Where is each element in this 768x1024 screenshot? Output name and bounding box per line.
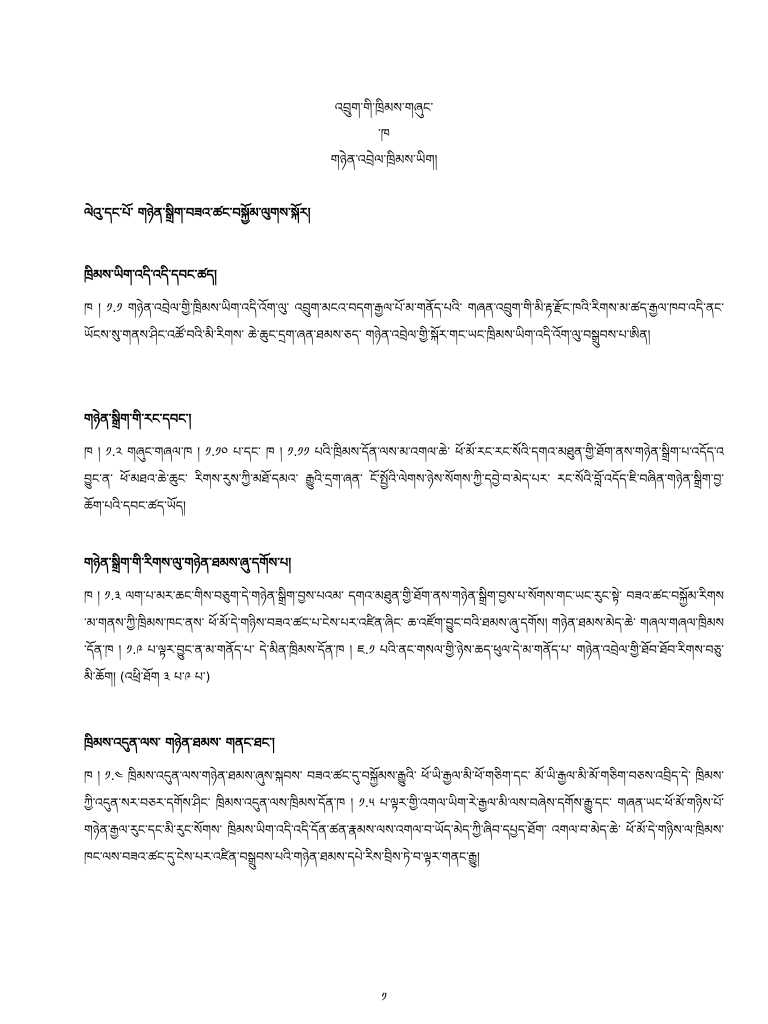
section-heading: གཉེན་སྒྲིག་གི་རང་དབང་། [84, 412, 192, 427]
chapter-heading-block [84, 202, 724, 232]
law-title: འབྲུག་གི་ཁྲིམས་གཞུང་ [334, 101, 434, 116]
section-2 [84, 408, 724, 519]
section-paragraph: ཁ ། ༡.༤ ཁྲིམས་འདུན་ལས་གཉེན་ཐམས་ཞུས་སྐབས་ བཟའ་ཚང་དུ་བསྐྱོམས་རྒྱུའི་ ཕོ་ཡི་རྒྱལ་མི་ཕོ་གཅིག་དང་ མོ་ཡི་རྒྱལ་མི་མོ་གཅིག་བཅས་འབྲིད་དེ་ ཁྲིམས་ཀྱི་འདུན་སར་བཅར་དགོས་ཤིང་ ཁྲིམས་འདུན་ལས་ཁྲིམས་དོན་ཁ ། ༡.༥ པ་ལྟར་གྱི་འགལ་ཡིག་རེ་རྒྱལ་མི་ལས་བཞེས་དགོས་རྒྱུ་དང་ གཞན་ཡང་ཕོ་མོ་གཉིས་པོ་གཉེན་རྒྱལ་རུང་དང་མི་རུང་སོགས་ ཁྲིམས་ཡིག་འདི་འདི་དོན་ཚན་རྣམས་ལས་འགལ་བ་ཡོད་མེད་ཀྱི་ཞིབ་དཔྱད་ཐོག་ འགལ་བ་མེད་ཆེ་ ཕོ་མོ་དེ་གཉིས་ལ་ཁྲིམས་ཁང་ལས་བཟའ་ཚང་དུ་ངེས་པར་འཛིན་བསྒྲུབས་པའི་གཉེན་ཐམས་དཔེ་རིས་བྲིས་ཏེ་བ་ལྟར་གནང་རྒྱུ། [84, 768, 724, 864]
section-paragraph: ཁ ། ༡.༡ གཉེན་འབྲེལ་གྱི་ཁྲིམས་ཡིག་འདི་འོག་ལུ་ འབྲུག་མངའ་བདག་རྒྱལ་པོ་མ་གནོད་པའི་ གཞན་འབྲུག་གི་མི་རྟ་རྫོང་ཁའི་རིགས་མ་ཚད་རྒྱལ་ཁབ་འདི་ནང་ཡོངས་སུ་གནས་ཤིང་འཚོ་བའི་མི་རིགས་ ཆེ་ཆུང་དྲག་ཞན་ཐམས་ཅད་ གཉེན་འབྲེལ་གྱི་སྐོར་གང་ཡང་ཁྲིམས་ཡིག་འདི་འོག་ལུ་བསྒྲུབས་པ་ཨིན། [84, 300, 724, 342]
section-1 [84, 264, 724, 348]
section-heading: གཉེན་སྒྲིག་གི་རིགས་ལུ་གཉེན་ཐམས་ཞུ་དགོས་པ། [84, 556, 292, 571]
title-block [0, 96, 768, 174]
chapter-heading: ལེའུ་དང་པོ་ གཉེན་སྒྲིག་བཟའ་ཚང་བསྐྱོམ་ལུགས་སྐོར། [84, 206, 311, 221]
section-3 [84, 552, 724, 690]
section-paragraph: ཁ ། ༡.༣ ལག་པ་མར་ཆང་གིས་བཅུག་དེ་གཉེན་སྒྲིག་བྱས་པའམ་ དགའ་མཐུན་གྱི་ཐོག་ནས་གཉེན་སྒྲིག་བྱས་པ་སོགས་གང་ཡང་རུང་སྟེ་ བཟའ་ཚང་བསྐྱོམ་རིགས་མ་གནས་ཀྱི་ཁྲིམས་ཁང་ནས་ ཕོ་མོ་དེ་གཉིས་བཟའ་ཚང་པ་ངེས་པར་འཛིན་ཞིང་ ཆ་འཛོག་བྱུང་བའི་ཐམས་ཞུ་དགོས། གཉེན་ཐམས་མེད་ཆེ་ གཞལ་གཞལ་ཁྲིམས་དོན་ཁ ། ༡.༩ པ་ལྟར་བྱུང་ན་མ་གནོད་པ་ དེ་མིན་ཁྲིམས་དོན་ཁ ། ཇ.༡ པའི་ནང་གསལ་གྱི་ཉེས་ཆད་ཕུལ་དེ་མ་གནོད་པ་ གཉེན་འབྲེལ་གྱི་ཐོབ་ཐོབ་རིགས་བཅུ་མི་ཆོག། (འཕྲི་ཐོག ༣ པ་༩ པ་) [84, 588, 724, 684]
section-4 [84, 732, 724, 870]
act-title: གཉེན་འབྲེལ་ཁྲིམས་ཡིག། [330, 153, 438, 168]
section-heading: ཁྲིམས་འདུན་ལས་ གཉེན་ཐམས་ གནང་ཐང་། [84, 736, 275, 751]
section-heading: ཁྲིམས་ཡིག་འདི་འདི་དབང་ཚད། [84, 268, 217, 283]
page-number: ༡ [381, 990, 387, 1004]
title-marker: ་ཁ [378, 127, 390, 142]
section-paragraph: ཁ ། ༡.༢ གཞུང་གཞལ་ཁ ། ༡.༡༠ པ་དང་ ཁ ། ༡.༡༡ པའི་ཁྲིམས་དོན་ལས་མ་འགལ་ཆེ་ ཕོ་མོ་རང་རང་སོའི་དགའ་མཐུན་གྱི་ཐོག་ནས་གཉེན་སྒྲིག་པ་འདོད་འབྱུང་ན་ ཕོ་མཐའ་ཆེ་ཆུང་ རིགས་རུས་ཀྱི་མཐོ་དམའ་ རྒྱུའི་དྲག་ཞན་ ངོ་སྤྱོའི་ལེགས་ཉེས་སོགས་ཀྱི་དབྱེ་བ་མེད་པར་ རང་སོའི་བློ་འདོད་ཇི་བཞིན་གཉེན་སྒྲིག་བྱ་ཆོག་པའི་དབང་ཚད་ཡོད། [84, 444, 724, 513]
